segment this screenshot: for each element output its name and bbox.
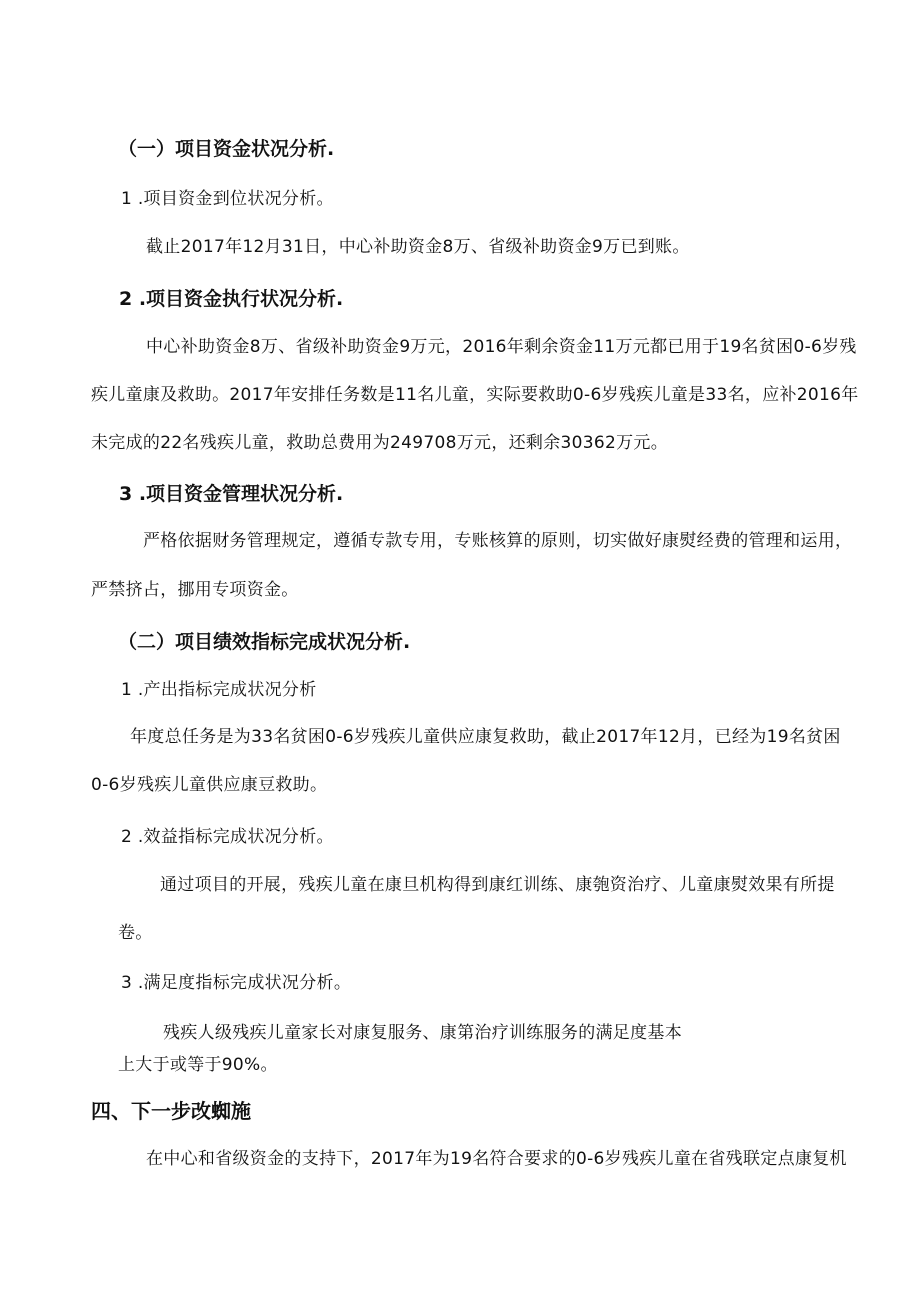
subheading-output-indicators: 1 .产出指标完成状况分析 xyxy=(121,680,317,700)
paragraph-benefit-indicators-line-1: 通过项目的开展，残疾儿童在康旦机构得到康红训练、康匏资治疗、儿童康熨效果有所提 xyxy=(160,875,835,895)
section-heading-funds: （一）项目资金状况分析. xyxy=(118,138,335,160)
subheading-benefit-indicators: 2 .效益指标完成状况分析。 xyxy=(121,827,334,847)
subheading-funds-arrival: 1 .项目资金到位状况分析。 xyxy=(121,189,334,209)
subheading-funds-execution: 2 .项目资金执行状况分析. xyxy=(119,288,344,310)
paragraph-funds-execution-line-2: 疾儿童康及救助。2017年安排任务数是11名儿童，实际要救助0-6岁残疾儿童是33名，应补2016年 xyxy=(91,385,859,405)
section-heading-next-steps: 四、下一步改蜘施 xyxy=(91,1099,251,1123)
paragraph-funds-management-line-1: 严格依据财务管理规定，遵循专款专用，专账核算的原则，切实做好康熨经费的管理和运用， xyxy=(143,531,853,551)
section-heading-performance: （二）项目绩效指标完成状况分析. xyxy=(118,631,411,653)
subheading-satisfaction-indicators: 3 .满足度指标完成状况分析。 xyxy=(121,973,352,993)
paragraph-next-steps-line-1: 在中心和省级资金的支持下，2017年为19名符合要求的0-6岁残疾儿童在省残联定点康复机 xyxy=(146,1149,847,1169)
paragraph-output-indicators-line-2: 0-6岁残疾儿童供应康豆救助。 xyxy=(91,775,328,795)
paragraph-funds-execution-line-3: 未完成的22名残疾儿童，救助总费用为249708万元，还剩余30362万元。 xyxy=(91,433,669,453)
paragraph-benefit-indicators-line-2: 卷。 xyxy=(118,923,153,943)
paragraph-output-indicators-line-1: 年度总任务是为33名贫困0-6岁残疾儿童供应康复救助，截止2017年12月，已经为19名贫困 xyxy=(130,727,841,747)
paragraph-funds-management-line-2: 严禁挤占，挪用专项资金。 xyxy=(91,580,299,600)
paragraph-funds-execution-line-1: 中心补助资金8万、省级补助资金9万元，2016年剩余资金11万元都已用于19名贫困0-6岁残 xyxy=(146,337,857,357)
paragraph-satisfaction-indicators-line-2: 上大于或等于90%。 xyxy=(118,1055,278,1075)
paragraph-funds-arrival: 截止2017年12月31日，中心补助资金8万、省级补助资金9万已到账。 xyxy=(146,237,690,257)
subheading-funds-management: 3 .项目资金管理状况分析. xyxy=(119,483,344,505)
paragraph-satisfaction-indicators-line-1: 残疾人级残疾儿童家长对康复服务、康第治疗训练服务的满足度基本 xyxy=(163,1023,682,1043)
